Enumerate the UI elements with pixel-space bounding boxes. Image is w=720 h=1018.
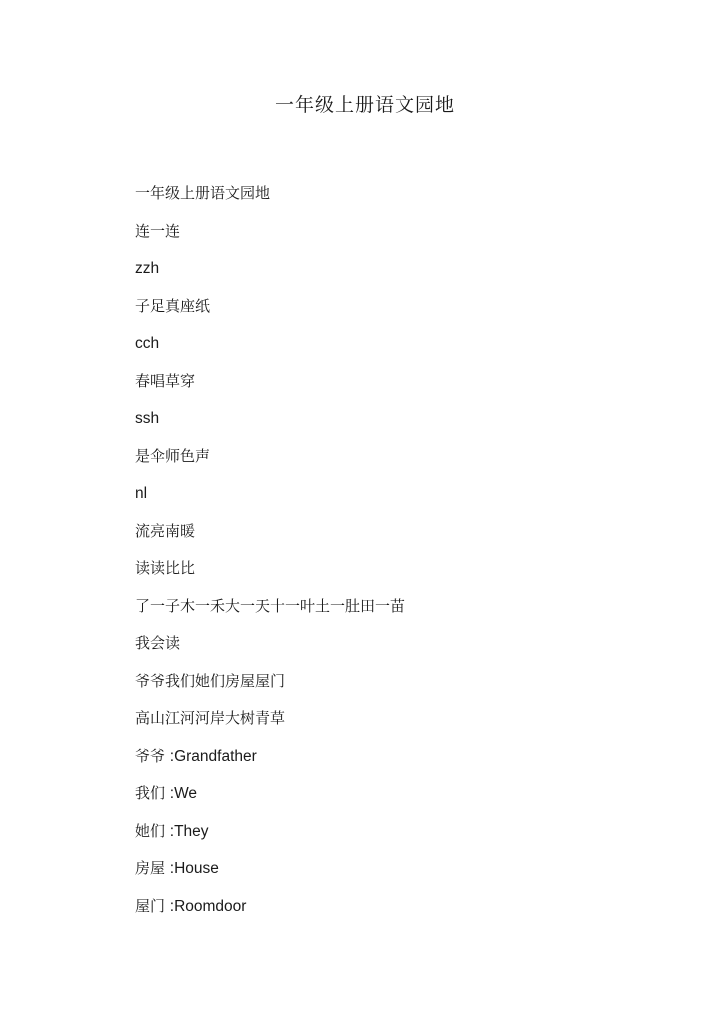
line-latin-text: :House [169, 860, 219, 877]
line-chinese-text: 子足真座纸 [135, 296, 211, 315]
text-line [135, 295, 655, 333]
line-chinese-text: 她们 [135, 821, 170, 840]
text-line [135, 182, 655, 220]
text-line [135, 707, 655, 745]
line-chinese-text: 爷爷我们她们房屋屋门 [135, 671, 286, 690]
text-line [135, 670, 655, 708]
line-chinese-text: 房屋 [135, 859, 170, 877]
text-line [135, 557, 655, 595]
text-line [135, 482, 655, 520]
line-latin-text: :Roomdoor [169, 897, 247, 915]
line-chinese-text: 我们 [135, 784, 170, 802]
text-line [135, 220, 655, 258]
text-line [135, 407, 655, 445]
line-chinese-text: 连一连 [135, 221, 181, 240]
line-chinese-text: 读读比比 [135, 559, 196, 577]
text-line [135, 895, 655, 933]
text-line [135, 520, 655, 558]
line-latin-text: :They [169, 822, 209, 840]
line-chinese-text: 爷爷 [135, 746, 170, 765]
text-line [135, 745, 655, 783]
text-line [135, 820, 655, 858]
line-latin-text: cch [135, 335, 160, 352]
line-chinese-text: 我会读 [135, 634, 181, 652]
document-title: 一年级上册语文园地 [274, 94, 455, 116]
text-line [135, 332, 655, 370]
line-latin-text: nl [135, 485, 148, 502]
text-line [135, 782, 655, 820]
text-line [135, 257, 655, 295]
document-body [135, 182, 655, 932]
line-latin-text: ssh [135, 410, 160, 427]
line-latin-text: :We [169, 785, 198, 802]
text-line [135, 370, 655, 408]
line-chinese-text: 春唱草穿 [135, 371, 196, 390]
line-chinese-text: 是伞师色声 [135, 446, 211, 465]
line-latin-text: zzh [135, 260, 160, 277]
line-chinese-text: 高山江河河岸大树青草 [135, 709, 286, 727]
text-line [135, 632, 655, 670]
line-chinese-text: 一年级上册语文园地 [135, 184, 271, 202]
line-chinese-text: 屋门 [135, 896, 170, 915]
line-chinese-text: 了一子木一禾大一天十一叶土一肚田一苗 [135, 596, 406, 615]
text-line [135, 595, 655, 633]
text-line [135, 857, 655, 895]
line-chinese-text: 流亮南暖 [135, 521, 196, 540]
text-line [135, 445, 655, 483]
line-latin-text: :Grandfather [169, 747, 257, 765]
